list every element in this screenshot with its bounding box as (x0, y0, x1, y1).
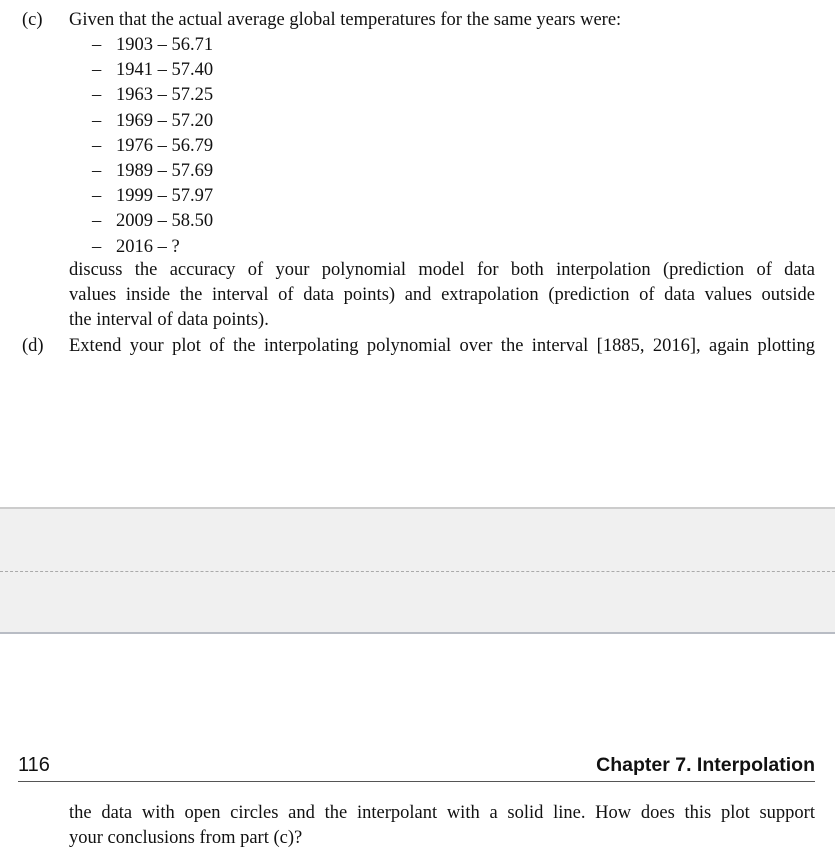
part-d-label: (d) (22, 336, 44, 356)
list-marker: – (92, 161, 102, 181)
continued-line: the data with open circles and the interpolant with a solid line. How does this plot support (69, 803, 815, 823)
page-break-divider (0, 571, 835, 572)
list-item-text: 2009 – 58.50 (116, 211, 214, 232)
list-item (92, 209, 213, 234)
list-item (92, 33, 213, 58)
list-item-text: 1999 – 57.97 (116, 186, 214, 207)
list-item-text: 1963 – 57.25 (116, 85, 214, 106)
list-marker: – (92, 186, 102, 207)
list-item-text: 1989 – 57.69 (116, 161, 214, 181)
discussion-line: discuss the accuracy of your polynomial model for both interpolation (prediction of data (69, 260, 815, 280)
list-item (92, 109, 213, 134)
list-item-text: 1941 – 57.40 (116, 60, 214, 81)
discussion-line: the interval of data points). (69, 310, 269, 330)
list-marker: – (92, 211, 102, 232)
list-marker: – (92, 110, 102, 131)
continued-line: your conclusions from part (c)? (69, 828, 303, 848)
page-gap (0, 507, 835, 634)
list-item-text: 1903 – 56.71 (116, 35, 214, 55)
list-item-text: 1976 – 56.79 (116, 135, 214, 156)
list-item (92, 83, 213, 108)
discussion-line: values inside the interval of data points) and extrapolation (prediction of data values outside (69, 285, 815, 305)
list-item (92, 184, 213, 209)
list-item-text: 1969 – 57.20 (116, 110, 214, 131)
chapter-header: Chapter 7. Interpolation (596, 754, 815, 776)
list-marker: – (92, 35, 102, 55)
list-item (92, 134, 213, 159)
list-item (92, 235, 180, 260)
header-rule (18, 781, 815, 782)
list-item (92, 159, 213, 184)
list-marker: – (92, 60, 102, 81)
page-number: 116 (18, 754, 50, 776)
part-d-text: Extend your plot of the interpolating polynomial over the interval [1885, 2016], again plotting (69, 336, 815, 356)
list-marker: – (92, 85, 102, 106)
list-item-text: 2016 – ? (116, 236, 180, 257)
list-marker: – (92, 236, 102, 257)
list-item (92, 58, 213, 83)
part-c-label: (c) (22, 10, 43, 30)
part-c-intro: Given that the actual average global temperatures for the same years were: (69, 10, 622, 30)
list-marker: – (92, 135, 102, 156)
